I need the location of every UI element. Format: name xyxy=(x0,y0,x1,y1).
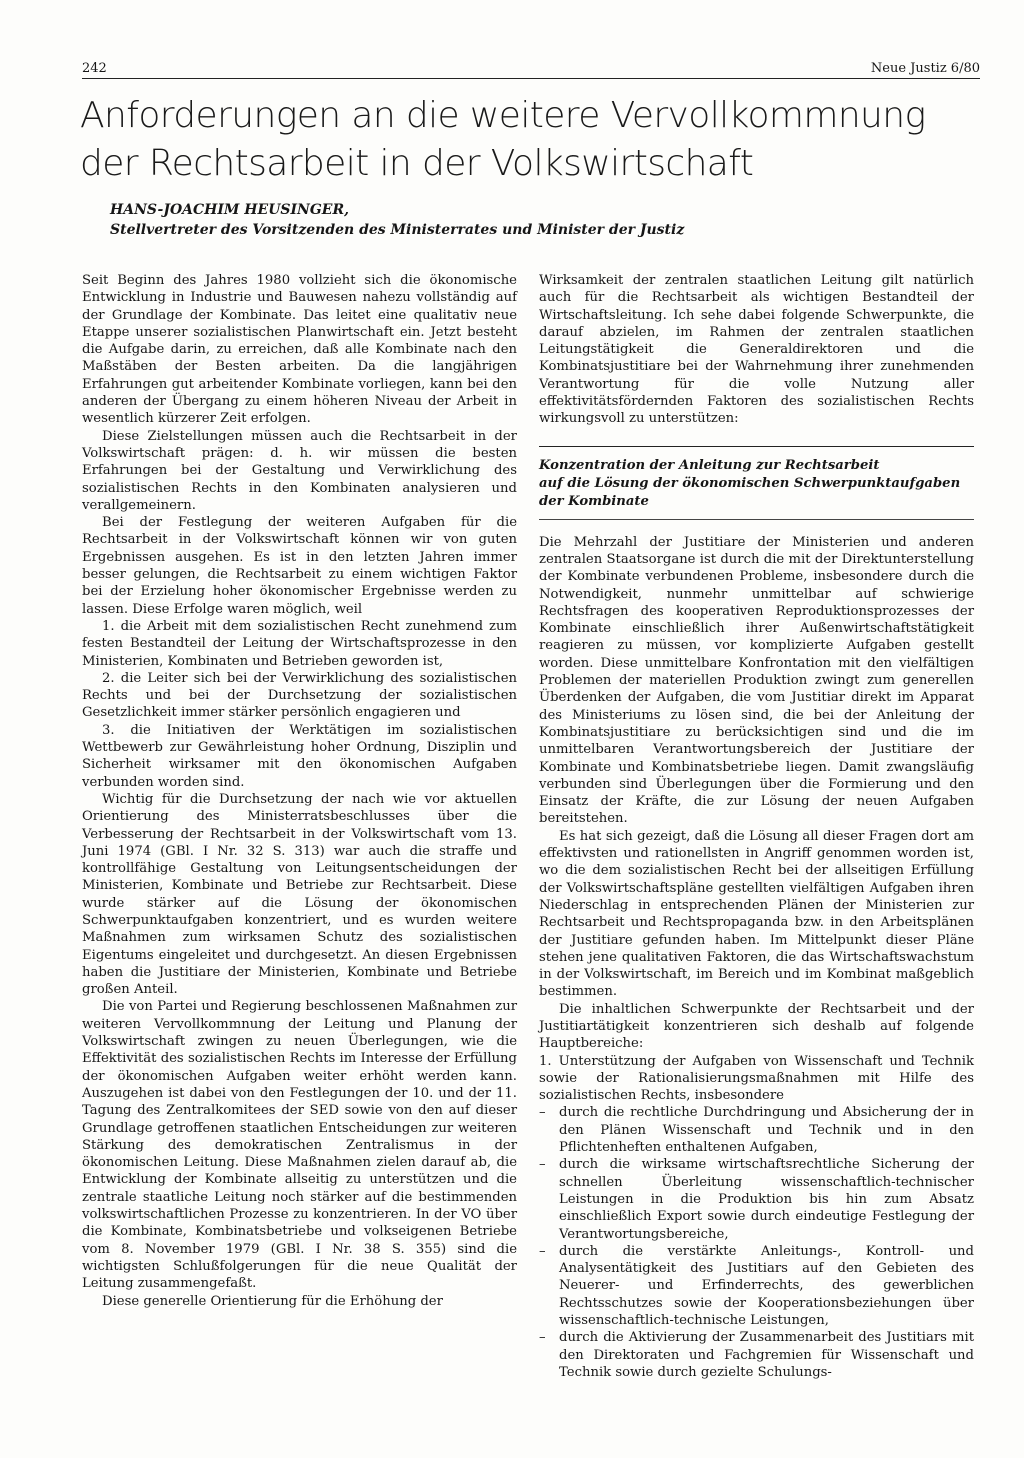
paragraph: Die inhaltlichen Schwerpunkte der Rechtsarbeit und der Justitiartätigkeit konzentrieren sich deshalb auf folgende Hauptbereiche: xyxy=(539,1001,974,1052)
list-item xyxy=(539,1104,974,1156)
paragraph: Wichtig für die Durchsetzung der nach wie vor aktuellen Orientierung des Ministerratsbeschlusses über die Verbesserung der Rechtsarbeit in der Volkswirtschaft vom 13. Juni 1974 (GBl. I Nr. 32 S. 313) war auch die straffe und kontrollfähige Gestaltung von Leitungsentscheidungen der Ministerien, Kombinate und Betriebe zur Rechtsarbeit. Diese wurde stärker auf die Lösung der ökonomischen Schwerpunktaufgaben konzentriert, und es wurden weitere Maßnahmen zum wirksamen Schutz des sozialistischen Eigentums eingeleitet und durchgesetzt. An diesen Ergebnissen haben die Justitiare der Ministerien, Kombinate und Betriebe großen Anteil. xyxy=(82,791,517,998)
paragraph: Seit Beginn des Jahres 1980 vollzieht sich die ökonomische Entwicklung in Industrie und Bauwesen nahezu vollständig auf der Grundlage der Kombinate. Das leitet eine qualitativ neue Etappe unserer sozialistischen Planwirtschaft ein. Jetzt besteht die Aufgabe darin, zu erreichen, daß alle Kombinate nach den Maßstäben der Besten arbeiten. Da die langjährigen Erfahrungen gut arbeitender Kombinate vorliegen, kann bei den anderen der Übergang zu einem höheren Niveau der Arbeit in wesentlich kürzerer Zeit erfolgen. xyxy=(82,273,517,427)
author-name: HANS-JOACHIM HEUSINGER, xyxy=(110,202,349,218)
list-item-text: durch die rechtliche Durchdringung und Absicherung der in den Plänen Wissenschaft und Technik und in den Pflichtenheften enthaltenen Aufgaben, xyxy=(559,1105,974,1156)
numbered-paragraph: 1. Unterstützung der Aufgaben von Wissenschaft und Technik sowie der Rationalisierungsmaßnahmen mit Hilfe des sozialistischen Rechts, insbesondere xyxy=(539,1053,974,1104)
author-position: Stellvertreter des Vorsitzenden des Ministerrates und Minister der Justiz xyxy=(110,222,685,238)
list-item xyxy=(539,1156,974,1242)
section-divider xyxy=(539,446,974,447)
author-block xyxy=(110,200,710,240)
dash-bullet: – xyxy=(539,1330,546,1346)
paragraph: Bei der Festlegung der weiteren Aufgaben für die Rechtsarbeit in der Volkswirtschaft können wir von guten Ergebnissen ausgehen. Es ist in den letzten Jahren immer besser gelungen, die Rechtsarbeit zu einem wichtigen Faktor bei der Erzielung hoher ökonomischer Ergebnisse werden zu lassen. Diese Erfolge waren möglich, weil xyxy=(82,515,517,617)
paragraph: Wirksamkeit der zentralen staatlichen Leitung gilt natürlich auch für die Rechtsarbeit als wichtigen Bestandteil der Wirtschaftsleitung. Ich sehe dabei folgende Schwerpunkte, die darauf abzielen, im Rahmen der zentralen staatlichen Leitungstätigkeit die Generaldirektoren und die Kombinatsjustitiare bei der Wahrnehmung ihrer zunehmenden Verantwortung für die volle Nutzung aller effektivitätsfördernden Faktoren des sozialistischen Rechts wirkungsvoll zu unterstützen: xyxy=(539,273,974,427)
paragraph: Die von Partei und Regierung beschlossenen Maßnahmen zur weiteren Vervollkommnung der Leitung und Planung der Volkswirtschaft zwingen zu neuen Überlegungen, wie die Effektivität des sozialistischen Rechts im Interesse der Erfüllung der ökonomischen Aufgaben weiter erhöht werden kann. Auszugehen ist dabei von den Festlegungen der 10. und der 11. Tagung des Zentralkomitees der SED sowie von den auf dieser Grundlage getroffenen staatlichen Entscheidungen zur weiteren Stärkung des demokratischen Zentralismus in der ökonomischen Leitung. Diese Maßnahmen zielen darauf ab, die Entwicklung der Kombinate allseitig zu unterstützen und die zentrale staatliche Leitung noch stärker auf die bestimmenden volkswirtschaftlichen Prozesse zu konzentrieren. In der VO über die Kombinate, Kombinatsbetriebe und volkseigenen Betriebe vom 8. November 1979 (GBl. I Nr. 38 S. 355) sind die wichtigsten Schlußfolgerungen für die neue Qualität der Leitung zusammengefaßt. xyxy=(82,999,517,1292)
left-column xyxy=(82,272,517,1310)
section-heading-line: auf die Lösung der ökonomischen Schwerpunktaufgaben xyxy=(539,475,961,491)
numbered-paragraph: 3. die Initiativen der Werktätigen im sozialistischen Wettbewerb zur Gewährleistung hoher Ordnung, Disziplin und Sicherheit wirksamer mit den ökonomischen Aufgaben verbunden worden sind. xyxy=(82,722,517,790)
journal-issue: Neue Justiz 6/80 xyxy=(870,61,980,76)
numbered-paragraph: 2. die Leiter sich bei der Verwirklichung des sozialistischen Rechts und bei der Durchsetzung der sozialistischen Gesetzlichkeit immer stärker persönlich engagieren und xyxy=(82,670,517,721)
page-header xyxy=(82,58,980,79)
section-heading xyxy=(539,457,974,520)
article-title-line-2: der Rechtsarbeit in der Volkswirtschaft xyxy=(80,143,754,184)
paragraph: Diese generelle Orientierung für die Erhöhung der xyxy=(102,1293,443,1309)
page-number: 242 xyxy=(82,61,107,76)
paragraph: Die Mehrzahl der Justitiare der Ministerien und anderen zentralen Staatsorgane ist durch die mit der Direktunterstellung der Kombinate verbundenen Probleme, insbesondere durch die Notwendigkeit, nunmehr unmittelbar auf schwierige Rechtsfragen des kooperativen Reproduktionsprozesses der Kombinate einschließlich ihrer Außenwirtschaftstätigkeit reagieren zu müssen, vor komplizierte Aufgaben gestellt worden. Diese unmittelbare Konfrontation mit den vielfältigen Problemen der materiellen Produktion zwingt zum generellen Überdenken der Aufgaben, die vom Justitiar direkt im Apparat des Ministeriums zu lösen sind, die bei der Anleitung der Kombinatsjustitiare zu berücksichtigen sind und die im unmittelbaren Verantwortungsbereich der Justitiare der Kombinate und Kombinatsbetriebe liegen. Damit zwangsläufig verbunden sind Überlegungen über die Formierung und den Einsatz der Kräfte, die zur Lösung der neuen Aufgaben bereitstehen. xyxy=(539,534,974,827)
section-heading-line: der Kombinate xyxy=(539,493,649,509)
list-item xyxy=(539,1329,974,1381)
list-item-text: durch die verstärkte Anleitungs-, Kontroll- und Analysentätigkeit des Justitiars auf den Gebieten des Neuerer- und Erfinderrechts, des gewerblichen Rechtsschutzes sowie der Kooperationsbeziehungen über wissenschaftlich-technische Leistungen, xyxy=(559,1243,974,1329)
dash-bullet: – xyxy=(539,1105,546,1121)
paragraph: Diese Zielstellungen müssen auch die Rechtsarbeit in der Volkswirtschaft prägen: d. h. wir müssen die besten Erfahrungen bei der Gestaltung und Verwirklichung des sozialistischen Rechts in den Kombinaten analysieren und verallgemeinern. xyxy=(82,428,517,513)
article-title xyxy=(80,92,980,188)
list-item xyxy=(539,1243,974,1329)
list-item-text: durch die Aktivierung der Zusammenarbeit des Justitiars mit den Direktoraten und Fachgremien für Wissenschaft und Technik sowie durch gezielte Schulungs- xyxy=(559,1330,974,1380)
right-column xyxy=(539,272,974,1381)
article-title-line-1: Anforderungen an die weitere Vervollkommnung xyxy=(80,95,926,136)
dash-bullet: – xyxy=(539,1157,546,1173)
dash-bullet: – xyxy=(539,1243,546,1259)
section-heading-line: Konzentration der Anleitung zur Rechtsarbeit xyxy=(539,457,880,473)
numbered-paragraph: 1. die Arbeit mit dem sozialistischen Recht zunehmend zum festen Bestandteil der Leitung der Wirtschaftsprozesse in den Ministerien, Kombinaten und Betrieben geworden ist, xyxy=(82,618,517,669)
list-item-text: durch die wirksame wirtschaftsrechtliche Sicherung der schnellen Überleitung wissenschaftlich-technischer Leistungen in die Produktion bis hin zum Absatz einschließlich Export sowie durch eindeutige Festlegung der Verantwortungsbereiche, xyxy=(559,1157,974,1242)
paragraph: Es hat sich gezeigt, daß die Lösung all dieser Fragen dort am effektivsten und rationellsten in Angriff genommen worden ist, wo die dem sozialistischen Recht bei der allseitigen Erfüllung der Volkswirtschaftspläne gestellten vielfältigen Aufgaben ihren Niederschlag in entsprechenden Plänen der Ministerien zur Rechtsarbeit und Rechtspropaganda bzw. in den Arbeitsplänen der Justitiare gefunden haben. Im Mittelpunkt dieser Pläne stehen jene qualitativen Faktoren, die das Wirtschaftswachstum in der Volkswirtschaft, im Bereich und im Kombinat maßgeblich bestimmen. xyxy=(539,828,974,1000)
